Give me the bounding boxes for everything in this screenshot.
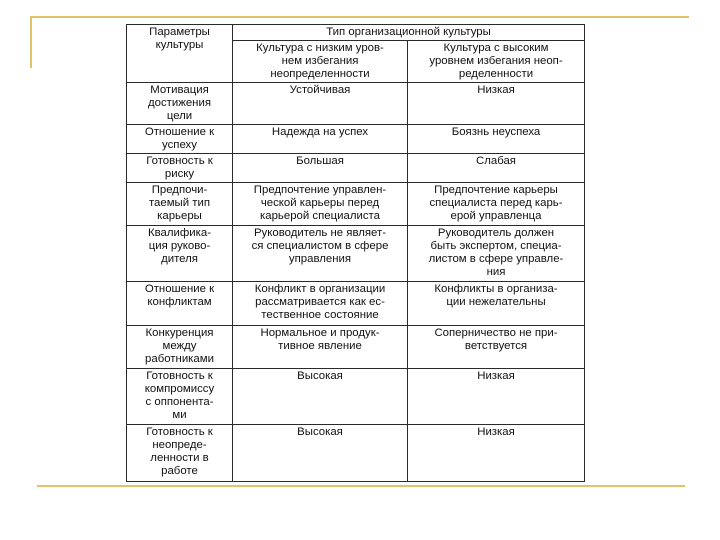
low-avoidance-cell: Большая — [233, 154, 408, 183]
header-params-cell: Параметры культуры — [127, 25, 233, 83]
param-cell: Готовность к компромиссу с оппонента- ми — [127, 368, 233, 424]
param-cell: Мотивация достижения цели — [127, 83, 233, 125]
table-row — [127, 325, 585, 368]
low-avoidance-cell: Устойчивая — [233, 83, 408, 125]
table-row — [127, 226, 585, 282]
table-row — [127, 424, 585, 481]
param-cell: Готовность к риску — [127, 154, 233, 183]
table-row — [127, 125, 585, 154]
high-avoidance-cell: Низкая — [408, 83, 585, 125]
low-avoidance-cell: Нормальное и продук- тивное явление — [233, 325, 408, 368]
slide-frame-bottom-line — [37, 485, 685, 487]
low-avoidance-cell: Руководитель не являет- ся специалистом в сфере управления — [233, 226, 408, 282]
header-culture-type-cell: Тип организационной культуры — [233, 25, 585, 41]
high-avoidance-cell: Соперничество не при- ветствуется — [408, 325, 585, 368]
param-cell: Конкуренция между работниками — [127, 325, 233, 368]
low-avoidance-cell: Конфликт в организации рассматривается как ес- тественное состояние — [233, 282, 408, 325]
high-avoidance-cell: Низкая — [408, 368, 585, 424]
scanned-table-page — [121, 24, 591, 485]
param-cell: Отношение к успеху — [127, 125, 233, 154]
culture-comparison-table — [126, 24, 585, 482]
param-cell: Отношение к конфликтам — [127, 282, 233, 325]
table-row — [127, 83, 585, 125]
table-row — [127, 282, 585, 325]
header-low-avoidance-cell: Культура с низким уров- нем избегания неопределенности — [233, 41, 408, 83]
param-cell: Готовность к неопреде- ленности в работе — [127, 424, 233, 481]
high-avoidance-cell: Конфликты в организа- ции нежелательны — [408, 282, 585, 325]
low-avoidance-cell: Надежда на успех — [233, 125, 408, 154]
table-row — [127, 368, 585, 424]
table-row — [127, 183, 585, 226]
high-avoidance-cell: Боязнь неуспеха — [408, 125, 585, 154]
param-cell: Предпочи- таемый тип карьеры — [127, 183, 233, 226]
slide-frame-top-line — [31, 16, 689, 18]
high-avoidance-cell: Низкая — [408, 424, 585, 481]
low-avoidance-cell: Высокая — [233, 424, 408, 481]
slide-frame-left-line — [30, 16, 32, 68]
high-avoidance-cell: Слабая — [408, 154, 585, 183]
header-high-avoidance-cell: Культура с высоким уровнем избегания неоп- ределенности — [408, 41, 585, 83]
high-avoidance-cell: Предпочтение карьеры специалиста перед карь- ерой управленца — [408, 183, 585, 226]
table-row — [127, 154, 585, 183]
high-avoidance-cell: Руководитель должен быть экспертом, специа- листом в сфере управле- ния — [408, 226, 585, 282]
low-avoidance-cell: Высокая — [233, 368, 408, 424]
low-avoidance-cell: Предпочтение управлен- ческой карьеры перед карьерой специалиста — [233, 183, 408, 226]
param-cell: Квалифика- ция руково- дителя — [127, 226, 233, 282]
